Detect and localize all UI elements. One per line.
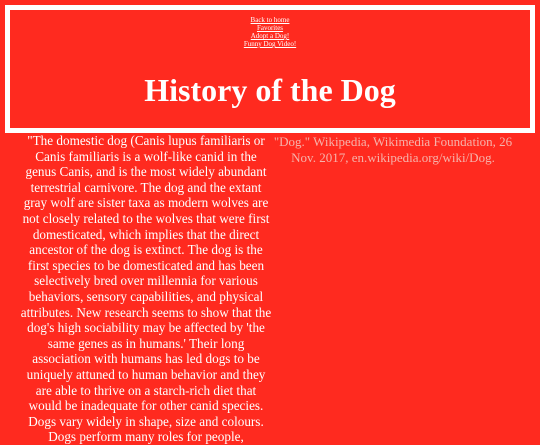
nav-link-home[interactable]: Back to home — [250, 16, 290, 24]
header-banner — [5, 5, 535, 133]
nav-link-adopt[interactable]: Adopt a Dog! — [250, 32, 290, 40]
nav-links — [10, 16, 530, 48]
nav-link-funny-video[interactable]: Funny Dog Video! — [243, 40, 297, 48]
nav-link-favorites[interactable]: Favorites — [256, 24, 284, 32]
page-title: History of the Dog — [144, 72, 396, 108]
citation-text: "Dog." Wikipedia, Wikimedia Foundation, 26 Nov. 2017, en.wikipedia.org/wiki/Dog. — [273, 134, 513, 165]
main-text: "The domestic dog (Canis lupus familiaris or Canis familiaris is a wolf-like canid in the genus Canis, and is the most widely abundant terrestrial carnivore. The dog and the extant gray wolf are sister taxa as modern wolves are not closely related to the wolves that were first domesticated, which implies that the direct ancestor of the dog is extinct. The dog is the first species to be domesticated and has been selectively bred over millennia for various behaviors, sensory capabilities, and physical attributes. New research seems to show that the dog's high sociability may be affected by 'the same genes as in humans.' Their long association with humans has led dogs to be uniquely attuned to human behavior and they are able to thrive on a starch-rich diet that would be inadequate for other canid species. Dogs vary widely in shape, size and colours. Dogs perform many roles for people, — [20, 133, 272, 445]
